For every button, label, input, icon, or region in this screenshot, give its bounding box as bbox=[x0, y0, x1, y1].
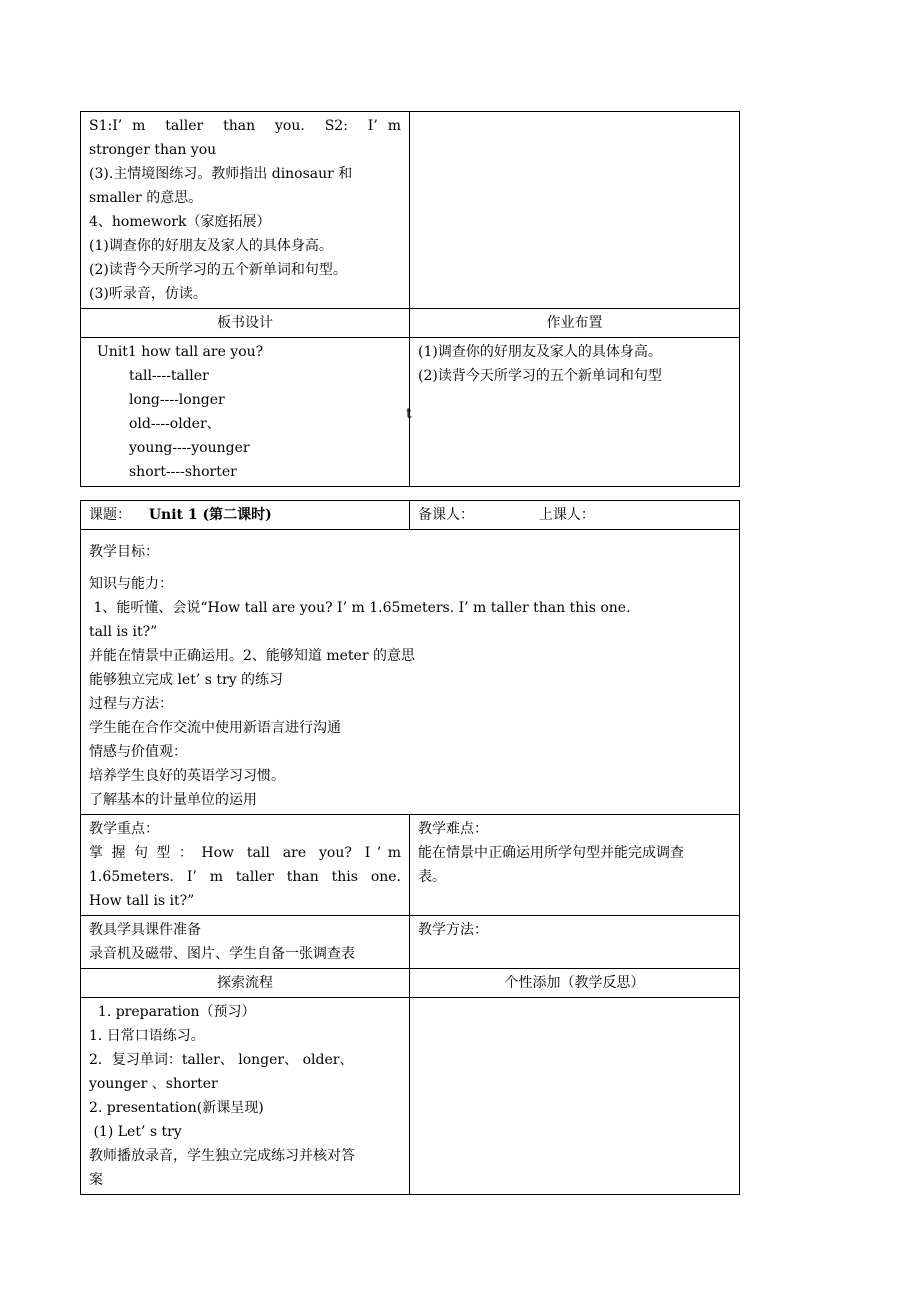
objective-line: 教学目标： bbox=[89, 544, 159, 560]
objective-line: 过程与方法： bbox=[89, 696, 173, 712]
homework-line: (1)调查你的好朋友及家人的具体身高。 bbox=[418, 344, 662, 360]
board-line: long----longer bbox=[129, 392, 225, 408]
topic-label: 课题： bbox=[89, 507, 131, 523]
procedure-continued-cell bbox=[81, 112, 410, 309]
process-line: 案 bbox=[89, 1172, 103, 1188]
process-line: 教师播放录音，学生独立完成练习并核对答 bbox=[89, 1148, 355, 1164]
objective-line: 情感与价值观： bbox=[89, 744, 187, 760]
difficulty-line: 教学难点： bbox=[418, 821, 488, 837]
process-header: 探索流程 bbox=[81, 969, 410, 998]
board-line: Unit1 how tall are you? bbox=[97, 344, 264, 360]
difficulties-cell bbox=[410, 815, 740, 916]
stray-character: t bbox=[406, 406, 412, 422]
key-point-line: 掌 握 句 型 ： How tall are you? I ’ m bbox=[89, 845, 401, 861]
materials-line: 录音机及磁带、图片、学生自备一张调查表 bbox=[89, 946, 355, 962]
homework-header: 作业布置 bbox=[410, 309, 740, 338]
board-design-cell bbox=[81, 338, 410, 487]
homework-line: (2)读背今天所学习的五个新单词和句型 bbox=[418, 368, 662, 384]
reflection-header: 个性添加（教学反思） bbox=[410, 969, 740, 998]
objective-line: 培养学生良好的英语学习习惯。 bbox=[89, 768, 285, 784]
objective-line: 学生能在合作交流中使用新语言进行沟通 bbox=[89, 720, 341, 736]
text-line: (3).主情境图练习。教师指出 dinosaur 和 bbox=[89, 166, 353, 182]
difficulty-line: 能在情景中正确运用所学句型并能完成调查 bbox=[418, 845, 684, 861]
board-line: tall----taller bbox=[129, 368, 209, 384]
board-line: short----shorter bbox=[129, 464, 237, 480]
objective-line: 知识与能力： bbox=[89, 576, 173, 592]
teacher-label: 上课人： bbox=[538, 507, 595, 523]
topic-cell bbox=[81, 501, 410, 530]
objective-line: 并能在情景中正确运用。2、能够知道 meter 的意思 bbox=[89, 648, 415, 664]
text-line: (2)读背今天所学习的五个新单词和句型。 bbox=[89, 262, 347, 278]
method-cell bbox=[410, 916, 740, 969]
process-line: (1) Let’ s try bbox=[89, 1124, 182, 1140]
board-line: old----older、 bbox=[129, 416, 221, 432]
process-line: 2. presentation(新课呈现) bbox=[89, 1100, 264, 1116]
key-point-line: How tall is it?” bbox=[89, 893, 195, 909]
reflection-empty-cell bbox=[410, 112, 740, 309]
difficulty-line: 表。 bbox=[418, 869, 446, 885]
text-line: smaller 的意思。 bbox=[89, 190, 203, 206]
objective-line: tall is it?” bbox=[89, 624, 158, 640]
materials-cell bbox=[81, 916, 410, 969]
objective-line: 能够独立完成 let’ s try 的练习 bbox=[89, 672, 284, 688]
method-label: 教学方法： bbox=[418, 922, 488, 938]
objectives-cell bbox=[81, 530, 740, 815]
text-line: (1)调查你的好朋友及家人的具体身高。 bbox=[89, 238, 333, 254]
board-line: young----younger bbox=[129, 440, 250, 456]
key-point-line: 1.65meters. I’ m taller than this one. bbox=[89, 869, 401, 885]
process-cell bbox=[81, 998, 410, 1195]
objective-line: 了解基本的计量单位的运用 bbox=[89, 792, 257, 808]
process-line: 1. preparation（预习） bbox=[89, 1004, 256, 1020]
text-line: 4、homework（家庭拓展） bbox=[89, 214, 271, 230]
key-points-cell bbox=[81, 815, 410, 916]
text-line: S1:I’ m taller than you. S2: I’ m bbox=[89, 118, 401, 134]
board-design-header: 板书设计 bbox=[81, 309, 410, 338]
key-point-line: 教学重点： bbox=[89, 821, 159, 837]
materials-line: 教具学具课件准备 bbox=[89, 922, 201, 938]
process-line: younger 、shorter bbox=[89, 1076, 218, 1092]
preparer-cell bbox=[410, 501, 740, 530]
reflection-cell bbox=[410, 998, 740, 1195]
process-line: 1. 日常口语练习。 bbox=[89, 1028, 205, 1044]
process-line: 2．复习单词：taller、 longer、 older、 bbox=[89, 1052, 354, 1068]
topic-value: Unit 1 (第二课时) bbox=[148, 507, 272, 523]
objective-line: 1、能听懂、会说“How tall are you? I’ m 1.65meters. I’ m taller than this one. bbox=[89, 600, 631, 616]
lesson-table-1 bbox=[80, 111, 740, 487]
homework-cell bbox=[410, 338, 740, 487]
lesson-table-2 bbox=[80, 500, 740, 1195]
text-line: (3)听录音，仿读。 bbox=[89, 286, 207, 302]
text-line: stronger than you bbox=[89, 142, 217, 158]
preparer-label: 备课人： bbox=[418, 507, 474, 523]
